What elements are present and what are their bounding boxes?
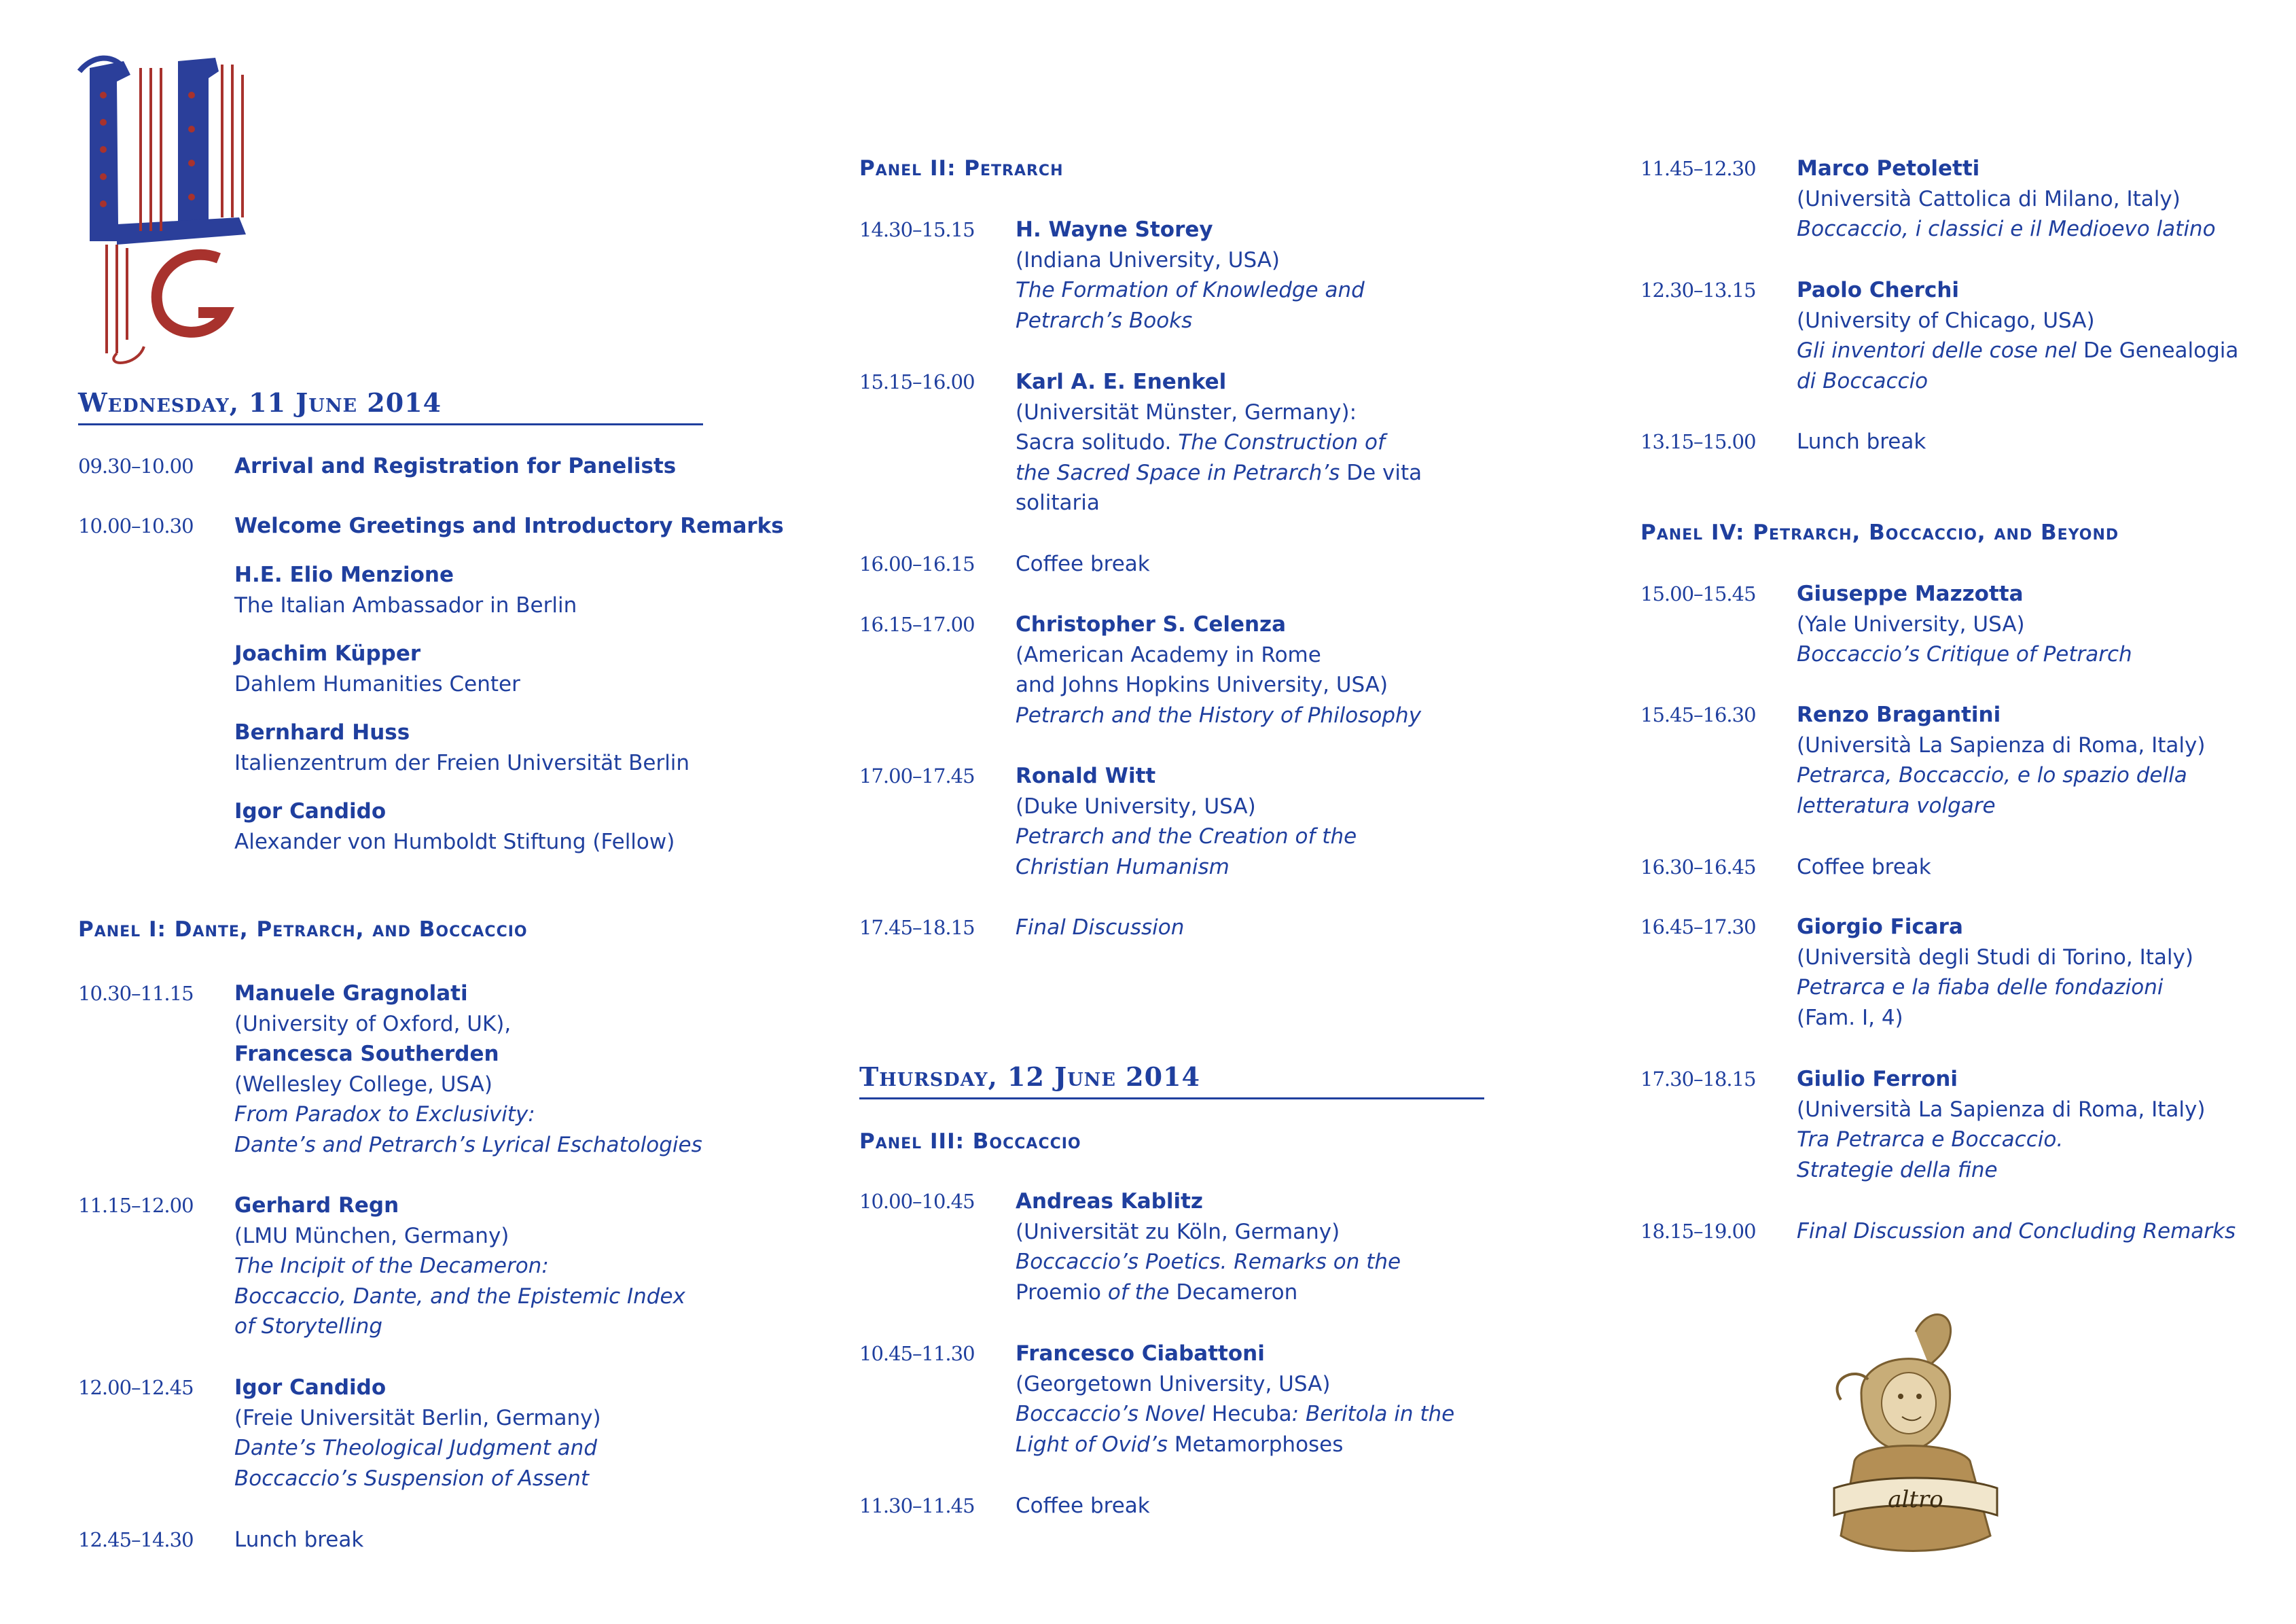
- talk-title: Petrarch’s Books: [1016, 308, 1193, 333]
- speaker-role: Dahlem Humanities Center: [234, 671, 520, 696]
- talk-time: 12.30–13.15: [1640, 279, 1756, 302]
- talk-title-extra: (Fam. I, 4): [1797, 1005, 1903, 1030]
- panel-heading: Panel I: Dante, Petrarch, and Boccaccio: [78, 917, 528, 942]
- figure-illustration: [1814, 1305, 2031, 1563]
- speaker-name: H. Wayne Storey: [1016, 217, 1213, 242]
- scroll-text: altro: [1888, 1486, 1943, 1513]
- panel-heading: Panel III: Boccaccio: [859, 1129, 1081, 1154]
- speaker-name: Gerhard Regn: [234, 1193, 399, 1218]
- speaker-name: Joachim Küpper: [234, 641, 421, 666]
- talk-time: 16.15–17.00: [859, 613, 975, 636]
- speaker-affiliation: (Wellesley College, USA): [234, 1072, 492, 1097]
- break-time: 16.30–16.45: [1640, 855, 1756, 879]
- break-time: 16.00–16.15: [859, 552, 975, 576]
- speaker-affiliation: (Universität Münster, Germany):: [1016, 400, 1357, 425]
- talk-title: The Formation of Knowledge and: [1016, 278, 1365, 302]
- speaker-affiliation: (Georgetown University, USA): [1016, 1371, 1331, 1396]
- talk-title: Petrarch and the History of Philosophy: [1016, 703, 1422, 728]
- talk-title: solitaria: [1016, 491, 1100, 515]
- speaker-affiliation: (LMU München, Germany): [234, 1223, 509, 1248]
- panel-heading: Panel II: Petrarch: [859, 156, 1064, 181]
- session-title: Arrival and Registration for Panelists: [234, 454, 677, 478]
- talk-time: 10.45–11.30: [859, 1342, 975, 1365]
- talk-title: Petrarch and the Creation of the: [1016, 824, 1357, 849]
- break-time: 13.15–15.00: [1640, 430, 1756, 453]
- speaker-name: Igor Candido: [234, 799, 387, 824]
- talk-title: Boccaccio’s Suspension of Assent: [234, 1466, 590, 1491]
- break-time: 17.45–18.15: [859, 916, 975, 939]
- talk-title: letteratura volgare: [1797, 793, 1996, 818]
- talk-time: 10.00–10.45: [859, 1190, 975, 1213]
- speaker-affiliation: (University of Chicago, USA): [1797, 308, 2095, 333]
- talk-title: Tra Petrarca e Boccaccio.: [1797, 1127, 2064, 1152]
- break-label: Coffee break: [1016, 1494, 1150, 1518]
- speaker-name: Manuele Gragnolati: [234, 981, 468, 1006]
- break-time: 11.30–11.45: [859, 1494, 975, 1517]
- speaker-name: H.E. Elio Menzione: [234, 563, 454, 587]
- speaker-name: Karl A. E. Enenkel: [1016, 370, 1227, 394]
- speaker-role: The Italian Ambassador in Berlin: [234, 593, 577, 618]
- session-time: 09.30–10.00: [78, 455, 194, 478]
- talk-title: Boccaccio’s Poetics. Remarks on the: [1016, 1250, 1401, 1274]
- speaker-name: Igor Candido: [234, 1375, 387, 1400]
- speaker-affiliation: (Yale University, USA): [1797, 612, 2025, 637]
- speaker-name: Giorgio Ficara: [1797, 915, 1963, 939]
- speaker-name: Francesco Ciabattoni: [1016, 1341, 1265, 1366]
- talk-title: di Boccaccio: [1797, 368, 1929, 393]
- break-label: Lunch break: [1797, 429, 1926, 454]
- speaker-affiliation: (Università La Sapienza di Roma, Italy): [1797, 1097, 2206, 1122]
- speaker-affiliation: (Università La Sapienza di Roma, Italy): [1797, 732, 2206, 758]
- panel-heading: Panel IV: Petrarch, Boccaccio, and Beyond: [1640, 520, 2119, 545]
- talk-time: 17.30–18.15: [1640, 1067, 1756, 1091]
- speaker-affiliation: (Universität zu Köln, Germany): [1016, 1219, 1340, 1244]
- talk-title: of Storytelling: [234, 1314, 383, 1339]
- speaker-role: Alexander von Humboldt Stiftung (Fellow): [234, 829, 675, 854]
- talk-title: Boccaccio’s Critique of Petrarch: [1797, 642, 2132, 667]
- talk-title: Dante’s and Petrarch’s Lyrical Eschatologies: [234, 1132, 702, 1157]
- illuminated-initial: [76, 54, 266, 367]
- talk-title: Boccaccio, Dante, and the Epistemic Index: [234, 1284, 685, 1309]
- speaker-name: Christopher S. Celenza: [1016, 612, 1287, 637]
- break-label: Final Discussion and Concluding Remarks: [1797, 1219, 2236, 1243]
- speaker-affiliation: (Università Cattolica di Milano, Italy): [1797, 186, 2181, 211]
- speaker-affiliation: (University of Oxford, UK),: [234, 1011, 512, 1036]
- speaker-name: Francesca Southerden: [234, 1042, 499, 1066]
- speaker-role: Italienzentrum der Freien Universität Berlin: [234, 750, 690, 775]
- talk-title: the Sacred Space in Petrarch’s De vita: [1016, 460, 1422, 485]
- talk-title: The Incipit of the Decameron:: [234, 1254, 549, 1278]
- speaker-name: Giulio Ferroni: [1797, 1067, 1958, 1091]
- talk-title: Light of Ovid’s Metamorphoses: [1016, 1432, 1344, 1457]
- break-label: Lunch break: [234, 1528, 364, 1552]
- speaker-affiliation: (American Academy in Rome: [1016, 642, 1321, 667]
- speaker-name: Renzo Bragantini: [1797, 703, 2001, 727]
- break-time: 12.45–14.30: [78, 1528, 194, 1551]
- talk-time: 15.45–16.30: [1640, 703, 1756, 726]
- speaker-affiliation: and Johns Hopkins University, USA): [1016, 673, 1388, 697]
- talk-time: 15.00–15.45: [1640, 582, 1756, 605]
- speaker-name: Marco Petoletti: [1797, 156, 1980, 181]
- session-title: Welcome Greetings and Introductory Remarks: [234, 514, 784, 538]
- speaker-name: Giuseppe Mazzotta: [1797, 582, 2024, 606]
- speaker-affiliation: (Indiana University, USA): [1016, 247, 1280, 272]
- session-time: 10.00–10.30: [78, 514, 194, 537]
- talk-title: Boccaccio, i classici e il Medioevo latino: [1797, 217, 2216, 241]
- talk-time: 17.00–17.45: [859, 764, 975, 788]
- talk-time: 11.45–12.30: [1640, 157, 1756, 180]
- speaker-name: Andreas Kablitz: [1016, 1189, 1203, 1214]
- talk-title: Strategie della fine: [1797, 1157, 1998, 1182]
- speaker-affiliation: (Università degli Studi di Torino, Italy): [1797, 945, 2193, 970]
- break-label: Final Discussion: [1016, 915, 1185, 940]
- talk-time: 11.15–12.00: [78, 1194, 194, 1217]
- talk-title: Boccaccio’s Novel Hecuba: Beritola in the: [1016, 1402, 1455, 1426]
- talk-title: Petrarca e la fiaba delle fondazioni: [1797, 975, 2164, 1000]
- talk-title: From Paradox to Exclusivity:: [234, 1102, 535, 1127]
- talk-title: Proemio of the Decameron: [1016, 1279, 1298, 1305]
- talk-title: Sacra solitudo. The Construction of: [1016, 430, 1385, 455]
- talk-title: Gli inventori delle cose nel De Genealogia: [1797, 338, 2239, 363]
- speaker-name: Ronald Witt: [1016, 764, 1156, 788]
- break-label: Coffee break: [1797, 855, 1931, 879]
- talk-time: 14.30–15.15: [859, 218, 975, 241]
- speaker-name: Bernhard Huss: [234, 720, 410, 745]
- break-label: Coffee break: [1016, 552, 1150, 576]
- talk-time: 16.45–17.30: [1640, 915, 1756, 938]
- talk-title: Petrarca, Boccaccio, e lo spazio della: [1797, 763, 2187, 788]
- talk-time: 12.00–12.45: [78, 1376, 194, 1399]
- break-time: 18.15–19.00: [1640, 1220, 1756, 1243]
- day-heading-wednesday: Wednesday, 11 June 2014: [78, 387, 703, 425]
- speaker-affiliation: (Duke University, USA): [1016, 794, 1256, 819]
- talk-title: Christian Humanism: [1016, 854, 1230, 879]
- speaker-affiliation: (Freie Universität Berlin, Germany): [234, 1405, 601, 1430]
- talk-title: Dante’s Theological Judgment and: [234, 1436, 597, 1460]
- talk-time: 10.30–11.15: [78, 982, 194, 1005]
- talk-time: 15.15–16.00: [859, 370, 975, 393]
- speaker-name: Paolo Cherchi: [1797, 278, 1960, 302]
- day-heading-thursday: Thursday, 12 June 2014: [859, 1061, 1484, 1099]
